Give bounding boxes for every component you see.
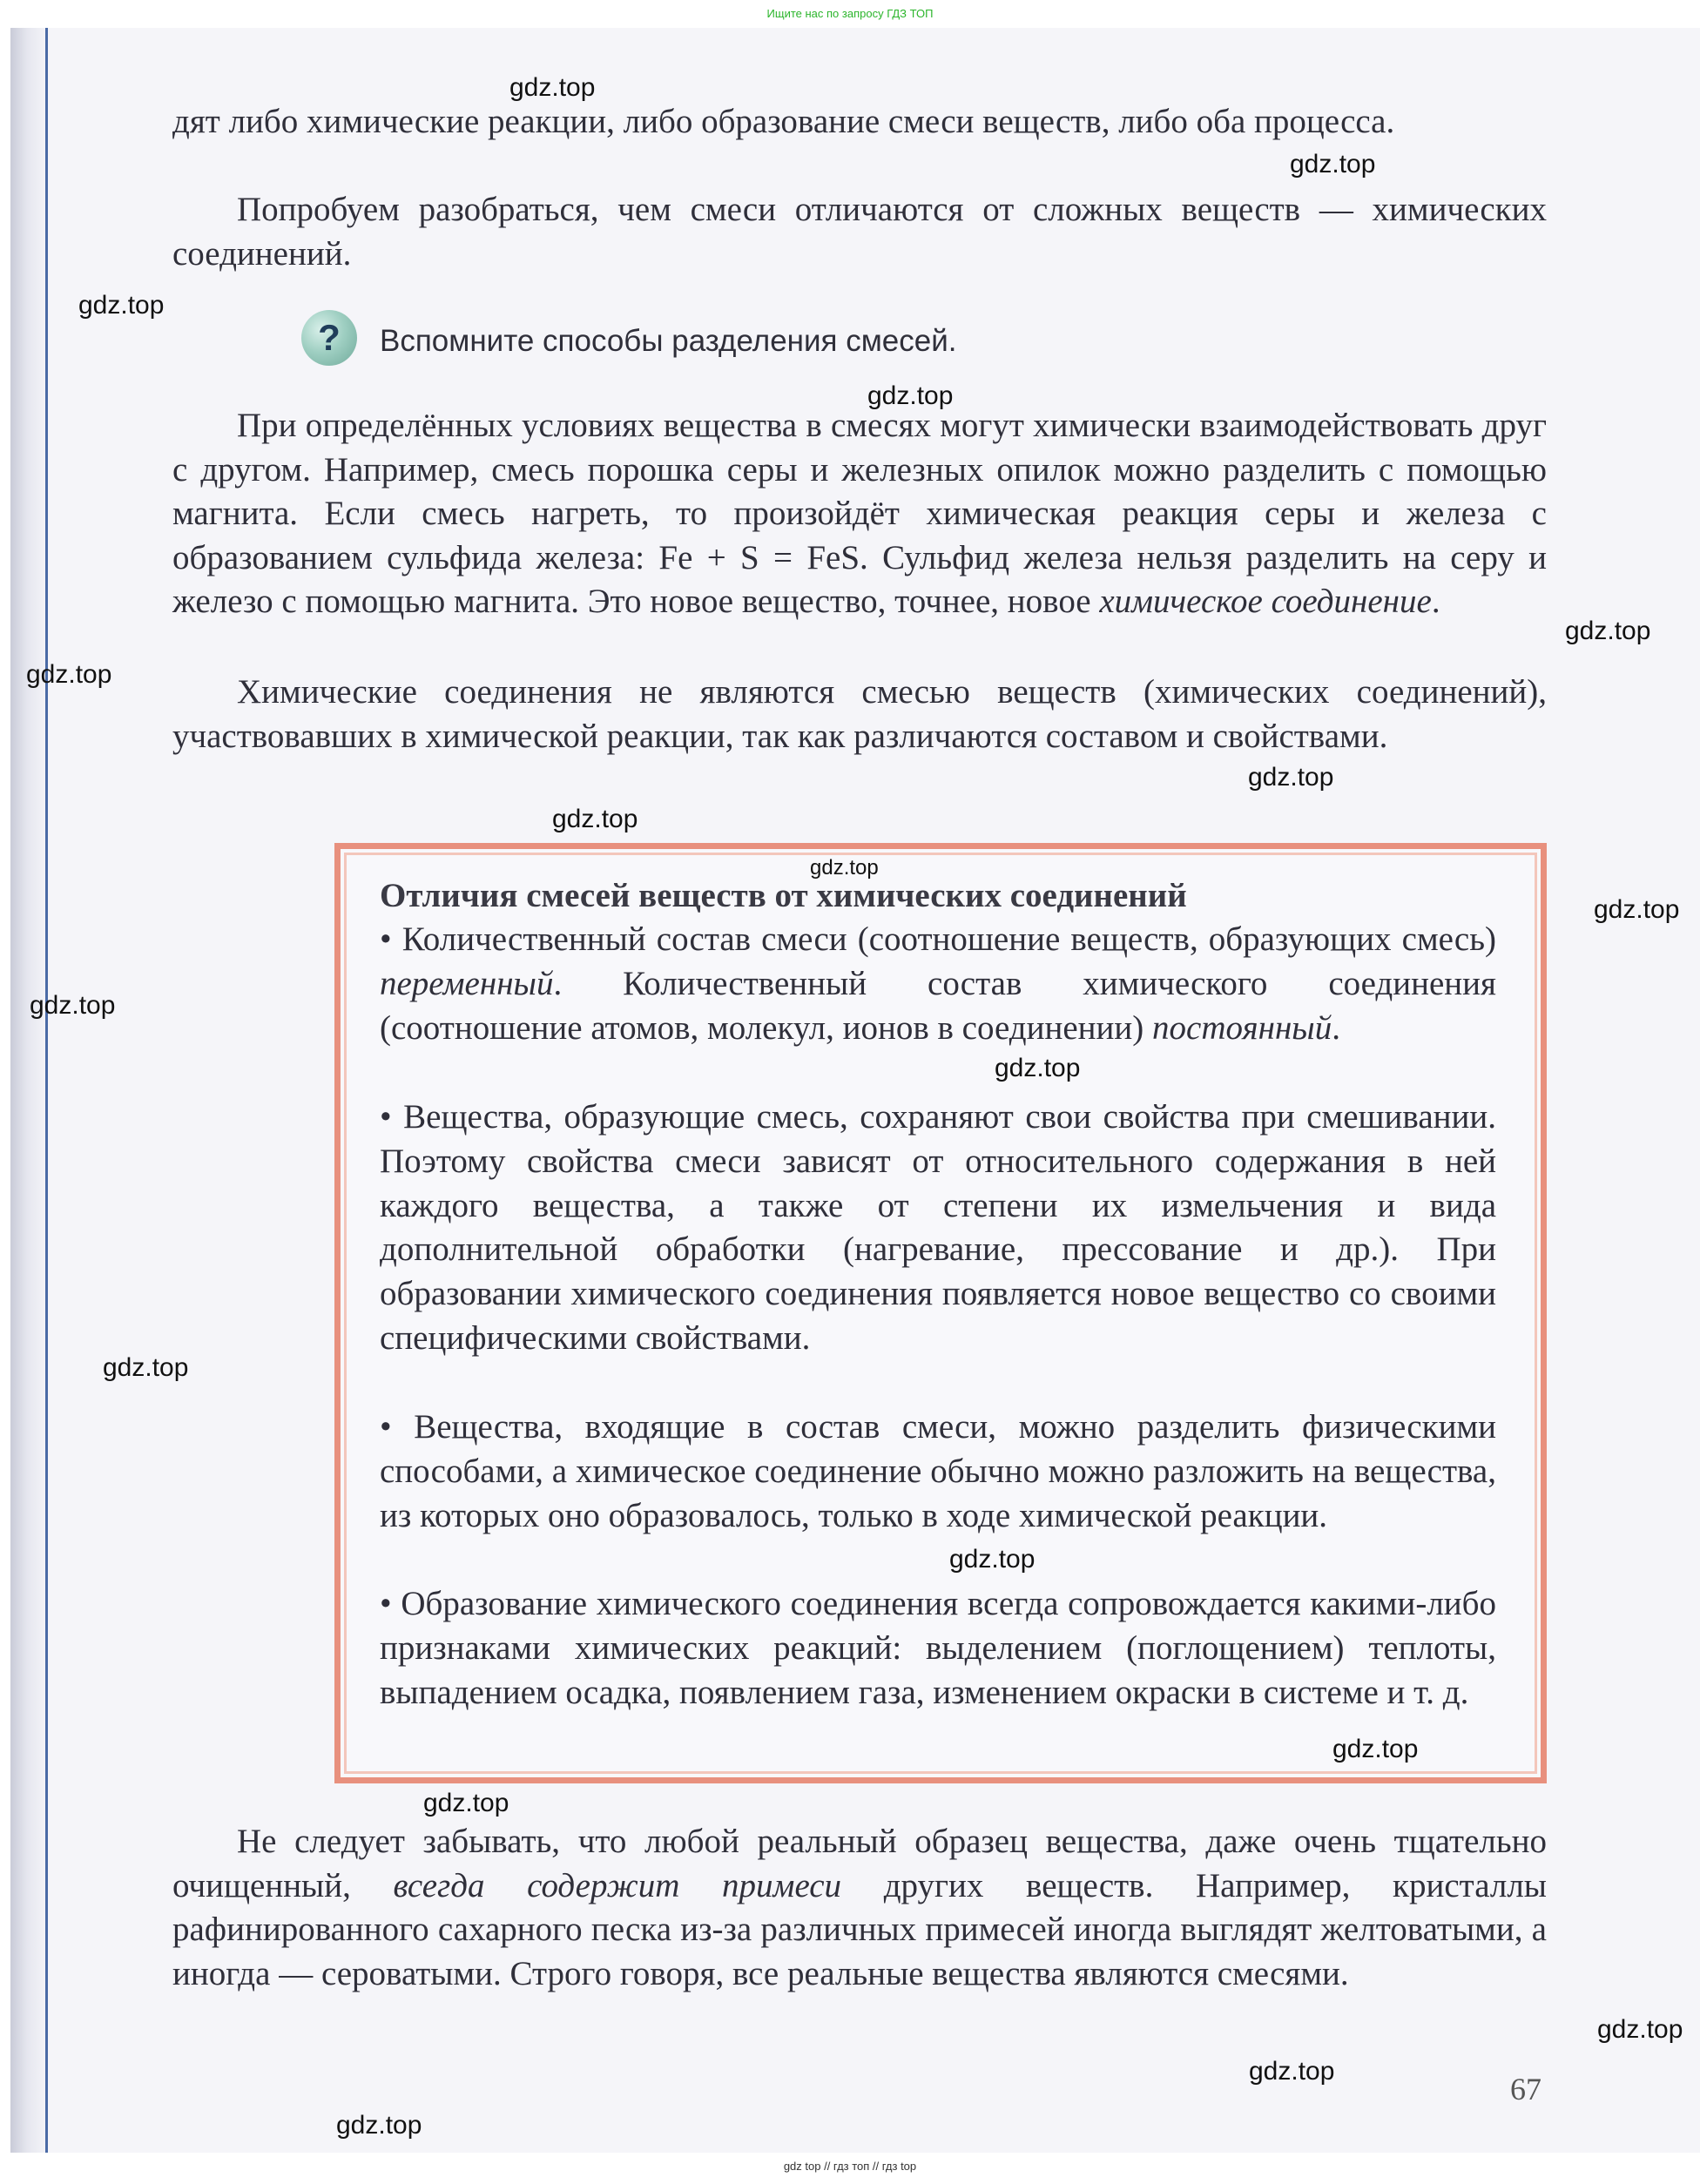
watermark: gdz.top: [1597, 2015, 1683, 2044]
watermark: gdz.top: [1594, 895, 1680, 924]
bottom-banner[interactable]: gdz top // гдз топ // гдз top: [783, 2160, 917, 2173]
paragraph-italic-impurities: всегда содержит примеси: [393, 1866, 842, 1904]
watermark: gdz.top: [1249, 2057, 1335, 2086]
watermark: gdz.top: [78, 291, 165, 320]
info-box-bullet-separation: • Вещества, входящие в состав смеси, можно разделить физическими способами, а химическое соединение обычно можно разложить на вещества, из которых оно образовалось, только в ходе химической реакции.: [380, 1408, 1496, 1534]
bullet-text: . Количественный состав химического соединения (соотношение атомов, молекул, ионов в соединении): [380, 964, 1496, 1047]
watermark: gdz.top: [1290, 150, 1376, 179]
watermark: gdz.top: [810, 856, 879, 880]
paragraph-text: Не следует забывать, что любой реальный образец вещества, даже очень тщательно очищенный,: [172, 1823, 1547, 1904]
paragraph-impurities: [172, 1820, 1547, 1996]
watermark: gdz.top: [103, 1353, 189, 1382]
info-box-bullet-properties: • Вещества, образующие смесь, сохраняют свои свойства при смешивании. Поэтому свойства смеси зависят от относительного содержания в ней каждого вещества, а также от степени их измельчения и вида дополнительной обработки (нагревание, прессование и др.). При образовании химического соединения появляется новое вещество со своими специфическими свойствами.: [380, 1098, 1496, 1357]
bullet-italic-constant: постоянный: [1152, 1008, 1332, 1047]
paragraph-end: .: [1431, 583, 1440, 620]
top-banner[interactable]: Ищите нас по запросу ГДЗ ТОП: [766, 7, 934, 20]
watermark: gdz.top: [1248, 763, 1334, 792]
watermark: gdz.top: [552, 805, 638, 833]
paragraph-compounds-definition: Химические соединения не являются смесью веществ (химических соединений), участвовавших в химической реакции, так как различаются составом и свойствами.: [172, 673, 1547, 755]
watermark: gdz.top: [1332, 1735, 1419, 1763]
paragraph-text: других веществ. Например, кристаллы рафинированного сахарного песка из-за различных примесей иногда выглядят желтоватыми, а иногда — сероватыми. Строго говоря, все реальные вещества являются смесями.: [172, 1866, 1547, 1992]
info-box-bullet-composition: [380, 918, 1496, 1050]
page-edge-shadow: [10, 28, 49, 2153]
watermark: gdz.top: [509, 73, 596, 102]
paragraph-italic-term: химическое соединение: [1099, 583, 1432, 620]
page-number: 67: [1510, 2072, 1541, 2106]
paragraph-continuation: дят либо химические реакции, либо образование смеси веществ, либо оба процесса.: [172, 103, 1395, 140]
paragraph-text: При определённых условиях вещества в смесях могут химически взаимодействовать друг с другом. Например, смесь порошка серы и железных опилок можно разделить с помощью магнита. Если смесь нагреть, то произойдёт химическая реакция серы и железа с образованием сульфида железа: Fe + S = FeS. Сульфид железа нельзя разделить на серу и железо с помощью магнита. Это новое вещество, точнее, новое: [172, 407, 1547, 620]
paragraph-iron-sulfur-reaction: [172, 404, 1547, 624]
watermark: gdz.top: [995, 1054, 1081, 1082]
info-box-title: Отличия смесей веществ от химических соединений: [380, 877, 1187, 914]
paragraph-mixtures-vs-compounds: Попробуем разобраться, чем смеси отличаются от сложных веществ — химических соединений.: [172, 191, 1547, 273]
watermark: gdz.top: [1565, 617, 1651, 645]
page-spine-line: [45, 28, 48, 2153]
watermark: gdz.top: [867, 381, 954, 410]
watermark: gdz.top: [949, 1545, 1036, 1574]
bullet-text: • Количественный состав смеси (соотношение веществ, образующих смесь): [380, 920, 1496, 958]
question-icon: ?: [301, 310, 357, 366]
watermark: gdz.top: [30, 991, 116, 1020]
bullet-text: .: [1332, 1008, 1340, 1047]
watermark: gdz.top: [26, 660, 112, 689]
watermark: gdz.top: [336, 2111, 422, 2140]
info-box-bullet-reaction-signs: • Образование химического соединения всегда сопровождается какими-либо признаками химических реакций: выделением (поглощением) теплоты, выпадением осадка, появлением газа, изменением окраски в системе и т. д.: [380, 1585, 1496, 1711]
watermark: gdz.top: [423, 1789, 509, 1817]
question-prompt: Вспомните способы разделения смесей.: [380, 324, 957, 358]
bullet-italic-variable: переменный: [380, 964, 554, 1002]
